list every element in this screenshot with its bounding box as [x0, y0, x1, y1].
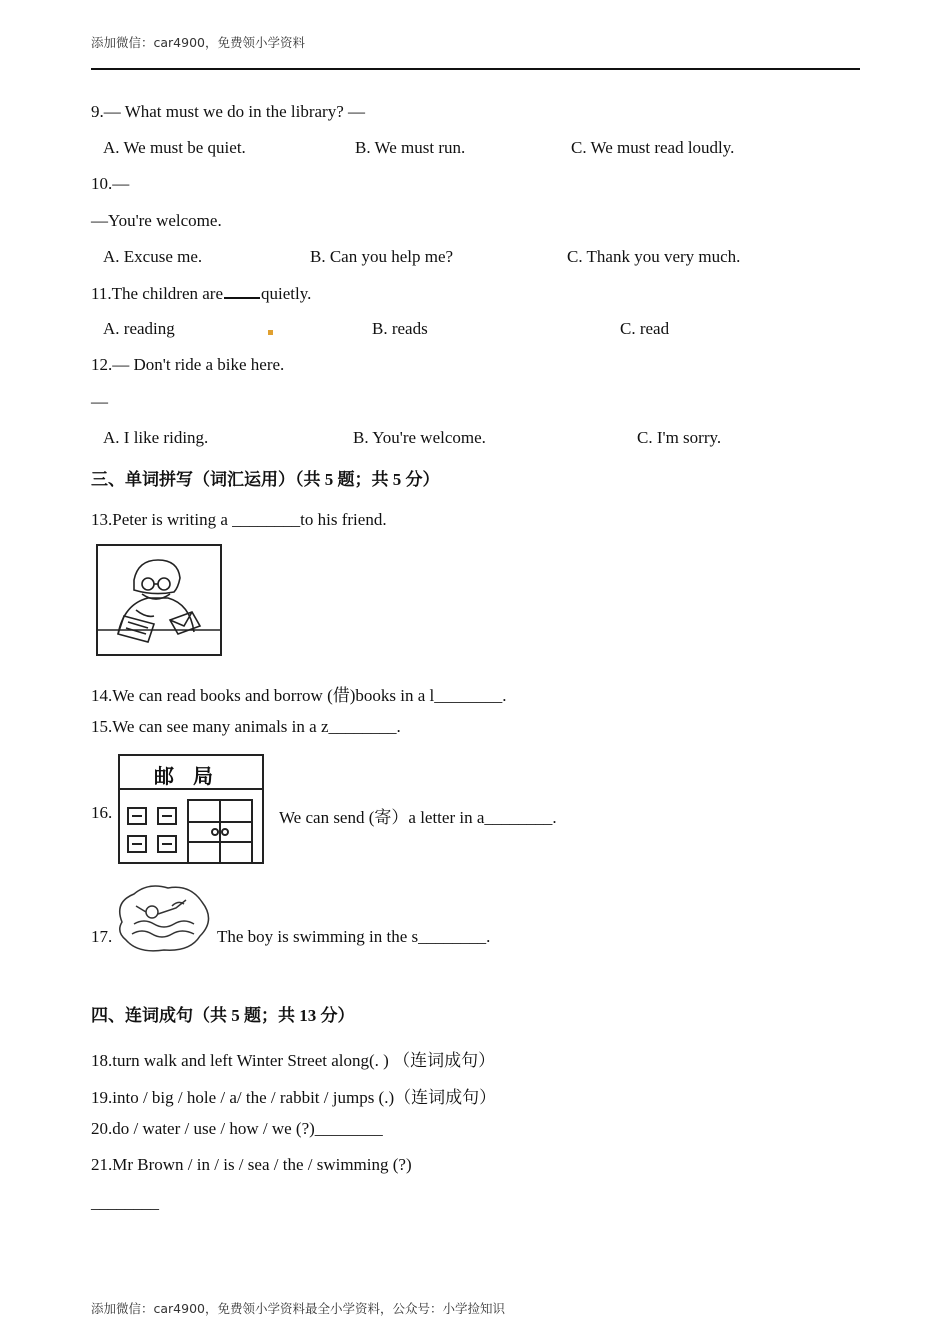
- q9-option-a: A. We must be quiet.: [103, 138, 246, 157]
- page-footer: 添加微信：car4900，免费领小学资料最全小学资料，公众号：小学捡知识: [91, 1301, 505, 1316]
- orange-dot-mark: [268, 330, 273, 335]
- q12-option-b: B. You're welcome.: [353, 428, 486, 447]
- q17-text: The boy is swimming in the s________.: [217, 927, 491, 946]
- post-office-illustration: [116, 752, 266, 866]
- q9-option-c: C. We must read loudly.: [571, 138, 735, 157]
- q12-stem: 12.— Don't ride a bike here.: [91, 355, 285, 374]
- q19-text: 19.into / big / hole / a/ the / rabbit / jumps (.)（连词成句）: [91, 1088, 497, 1107]
- q18-text: 18.turn walk and left Winter Street along(. ) （连词成句）: [91, 1051, 496, 1070]
- boy-writing-letter-illustration: [96, 544, 222, 656]
- q20-text: 20.do / water / use / how / we (?)________: [91, 1119, 383, 1138]
- q11-option-b: B. reads: [372, 319, 428, 338]
- q21-text: 21.Mr Brown / in / is / sea / the / swimming (?): [91, 1155, 412, 1174]
- q14-text: 14.We can read books and borrow (借)books in a l________.: [91, 686, 507, 705]
- q16-text: We can send (寄）a letter in a________.: [279, 808, 557, 827]
- q11-answer-blank: [224, 283, 260, 299]
- q11-stem-post: quietly.: [261, 284, 312, 303]
- section4-title: 四、连词成句（共 5 题；共 13 分）: [91, 1006, 355, 1025]
- header-rule: [91, 68, 860, 70]
- q10-option-a: A. Excuse me.: [103, 247, 203, 266]
- q10-option-c: C. Thank you very much.: [567, 247, 741, 266]
- q12-dash: —: [91, 392, 108, 411]
- q11-stem: [91, 283, 311, 304]
- q12-option-a: A. I like riding.: [103, 428, 209, 447]
- q13-text: 13.Peter is writing a ________to his friend.: [91, 510, 387, 529]
- boy-swimming-illustration: [112, 882, 212, 962]
- section3-title: 三、单词拼写（词汇运用）（共 5 题；共 5 分）: [91, 470, 440, 489]
- q17-number: 17.: [91, 927, 113, 946]
- q21-answer-line: ________: [91, 1193, 159, 1212]
- q16-number: 16.: [91, 803, 113, 822]
- q10-reply: —You're welcome.: [91, 211, 222, 230]
- q10-stem: 10.—: [91, 174, 130, 193]
- q11-option-c: C. read: [620, 319, 670, 338]
- q10-option-b: B. Can you help me?: [310, 247, 454, 266]
- q9-option-b: B. We must run.: [355, 138, 466, 157]
- q11-stem-pre: 11.The children are: [91, 284, 223, 303]
- q11-option-a: A. reading: [103, 319, 175, 338]
- q12-option-c: C. I'm sorry.: [637, 428, 722, 447]
- q9-stem: 9.— What must we do in the library? —: [91, 102, 365, 121]
- page-header: 添加微信：car4900，免费领小学资料: [91, 35, 305, 50]
- q15-text: 15.We can see many animals in a z________.: [91, 717, 401, 736]
- post-office-sign: 邮 局: [154, 764, 219, 788]
